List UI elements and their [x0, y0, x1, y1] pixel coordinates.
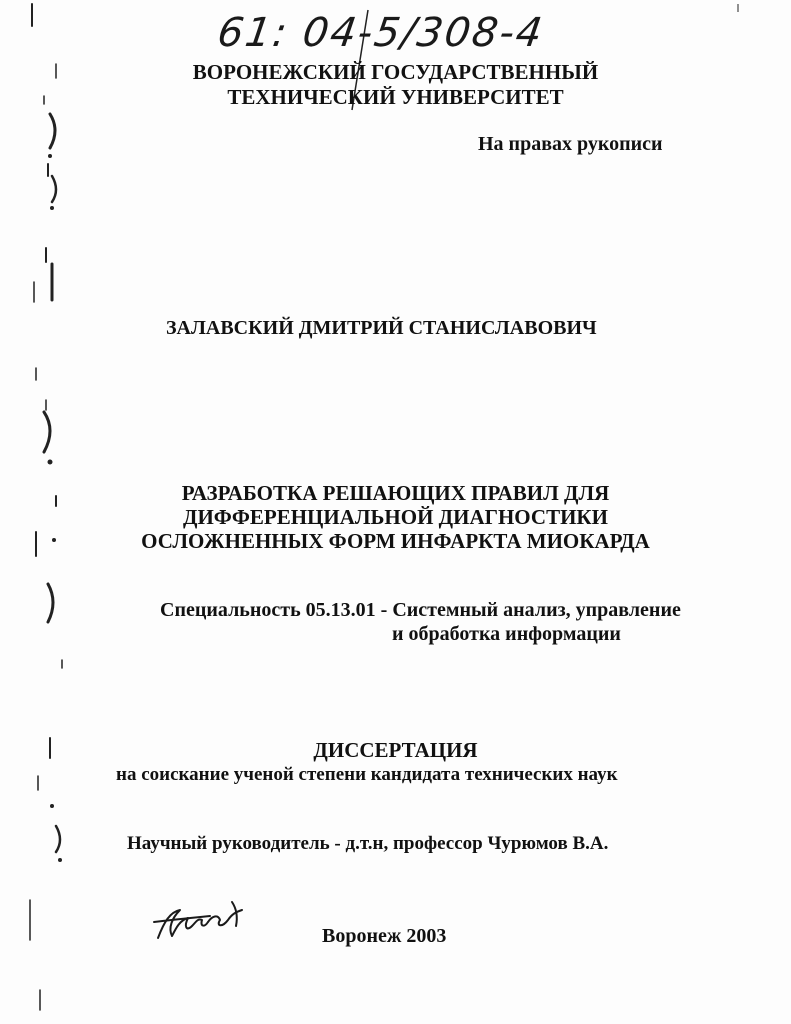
title-line-3: ОСЛОЖНЕННЫХ ФОРМ ИНФАРКТА МИОКАРДА: [141, 529, 650, 553]
city-year: Воронеж 2003: [322, 925, 447, 947]
dissertation-subheading: на соискание ученой степени кандидата технических наук: [116, 764, 618, 785]
archive-number: 61: 04-5/308-4: [214, 10, 547, 56]
handwritten-signature: [150, 892, 260, 952]
title-line-2: ДИФФЕРЕНЦИАЛЬНОЙ ДИАГНОСТИКИ: [183, 505, 608, 529]
scientific-advisor: Научный руководитель - д.т.н, профессор Чурюмов В.А.: [127, 833, 609, 854]
dissertation-heading: ДИССЕРТАЦИЯ: [313, 738, 478, 762]
rights-note: На правах рукописи: [478, 133, 663, 155]
specialty-line-2: и обработка информации: [392, 623, 621, 645]
university-line-2: ТЕХНИЧЕСКИЙ УНИВЕРСИТЕТ: [227, 85, 564, 109]
university-line-1: ВОРОНЕЖСКИЙ ГОСУДАРСТВЕННЫЙ: [192, 60, 599, 84]
specialty-line-1: Специальность 05.13.01 - Системный анализ, управление: [160, 599, 681, 621]
title-line-1: РАЗРАБОТКА РЕШАЮЩИХ ПРАВИЛ ДЛЯ: [181, 481, 610, 505]
author-name: ЗАЛАВСКИЙ ДМИТРИЙ СТАНИСЛАВОВИЧ: [166, 317, 597, 339]
